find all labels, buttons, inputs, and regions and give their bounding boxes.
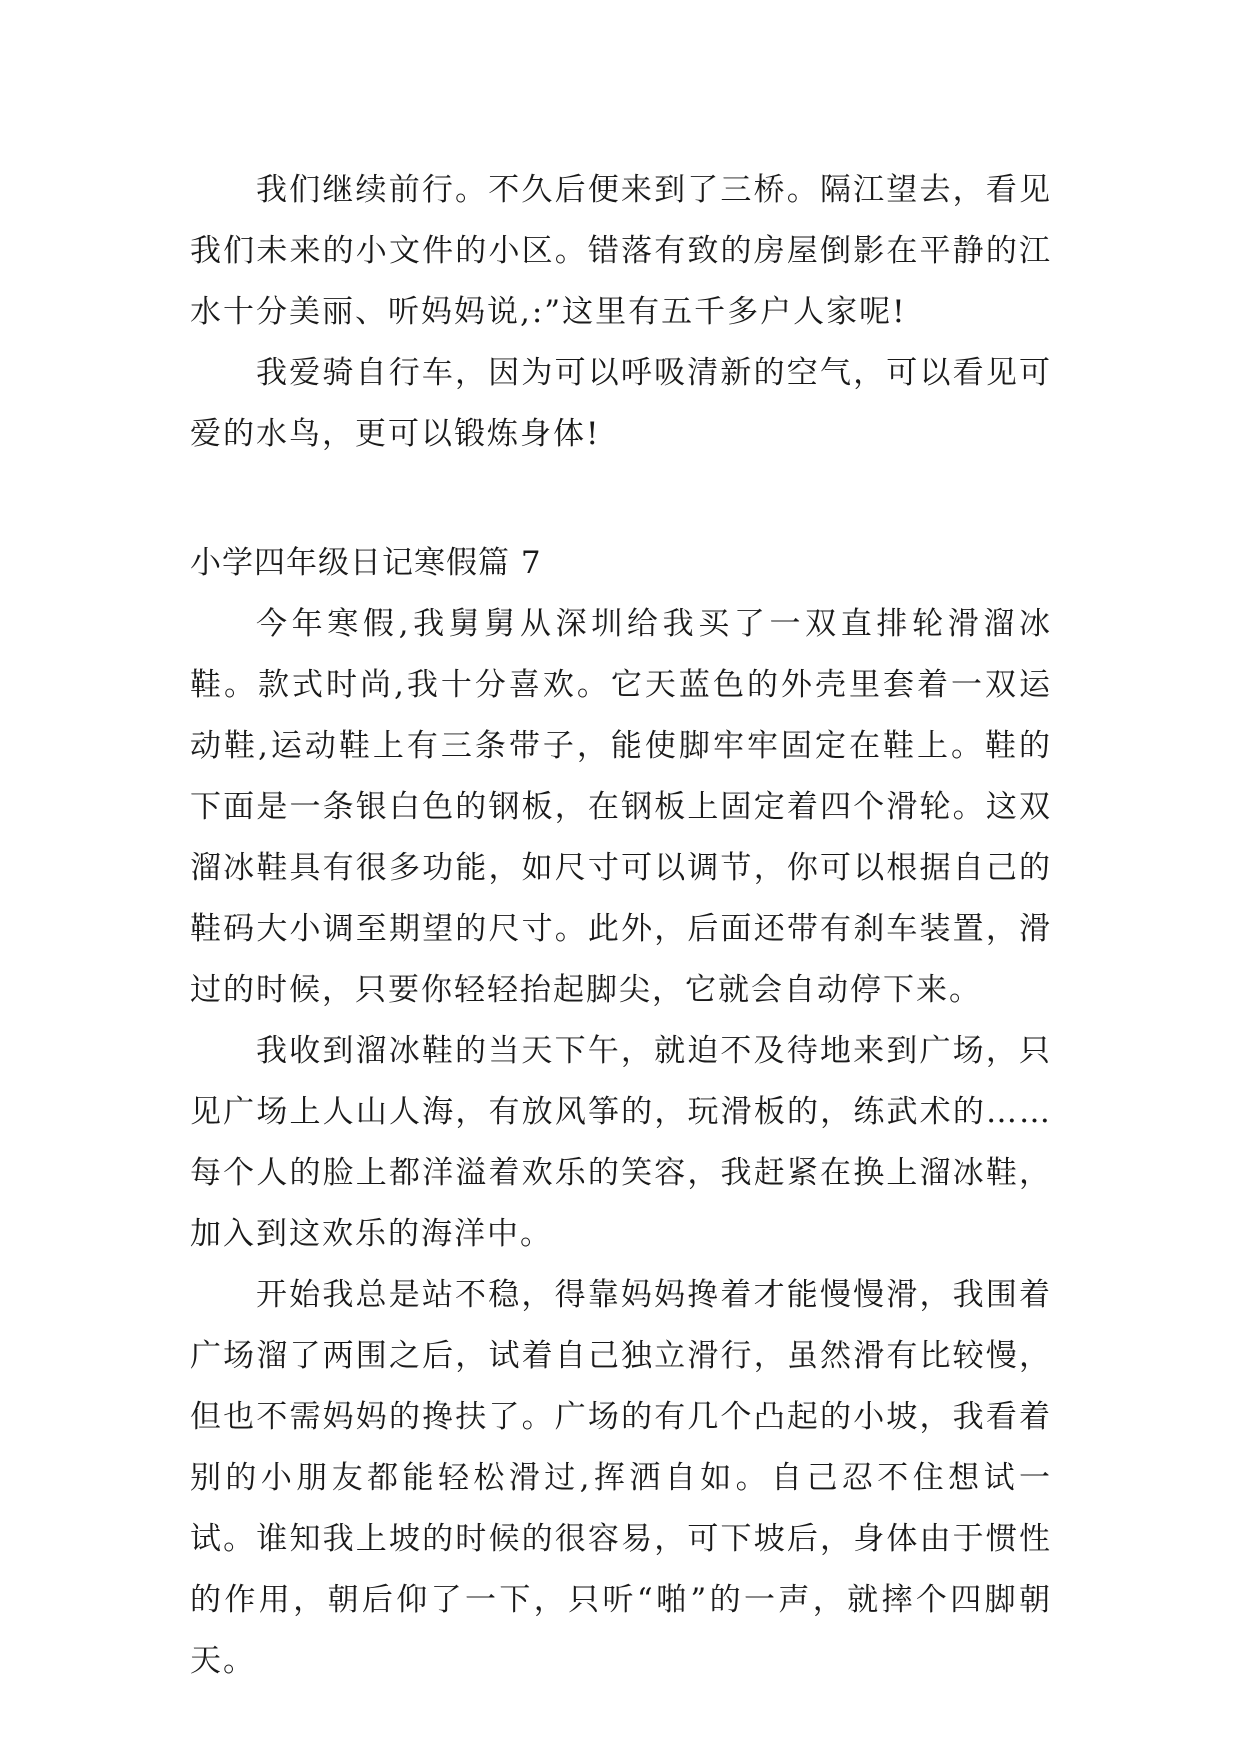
section-paragraph-3: 开始我总是站不稳，得靠妈妈搀着才能慢慢滑，我围着广场溜了两围之后，试着自己独立滑行，虽然滑有比较慢，但也不需妈妈的搀扶了。广场的有几个凸起的小坡，我看着别的小朋友都能轻松滑过,挥洒自如。自己忍不住想试一试。谁知我上坡的时候的很容易，可下坡后，身体由于惯性的作用，朝后仰了一下，只听“啪”的一声，就摔个四脚朝天。 [190,1277,1052,1679]
intro-paragraph-1: 我们继续前行。不久后便来到了三桥。隔江望去，看见我们未来的小文件的小区。错落有致的房屋倒影在平静的江水十分美丽、听妈妈说,:”这里有五千多户人家呢! [190,172,1052,330]
document-page [190,160,1052,1692]
intro-paragraph-2: 我爱骑自行车，因为可以呼吸清新的空气，可以看见可爱的水鸟，更可以锻炼身体! [190,355,1052,452]
section-spacer [190,465,1052,533]
section-paragraph-2: 我收到溜冰鞋的当天下午，就迫不及待地来到广场，只见广场上人山人海，有放风筝的，玩滑板的，练武术的……每个人的脸上都洋溢着欢乐的笑容，我赶紧在换上溜冰鞋，加入到这欢乐的海洋中。 [190,1033,1052,1252]
section-paragraph-1: 今年寒假,我舅舅从深圳给我买了一双直排轮滑溜冰鞋。款式时尚,我十分喜欢。它天蓝色的外壳里套着一双运动鞋,运动鞋上有三条带子，能使脚牢牢固定在鞋上。鞋的下面是一条银白色的钢板，在钢板上固定着四个滑轮。这双溜冰鞋具有很多功能，如尺寸可以调节，你可以根据自己的鞋码大小调至期望的尺寸。此外，后面还带有刹车装置，滑过的时候，只要你轻轻抬起脚尖，它就会自动停下来。 [190,606,1052,1008]
section-title: 小学四年级日记寒假篇 7 [190,545,542,581]
